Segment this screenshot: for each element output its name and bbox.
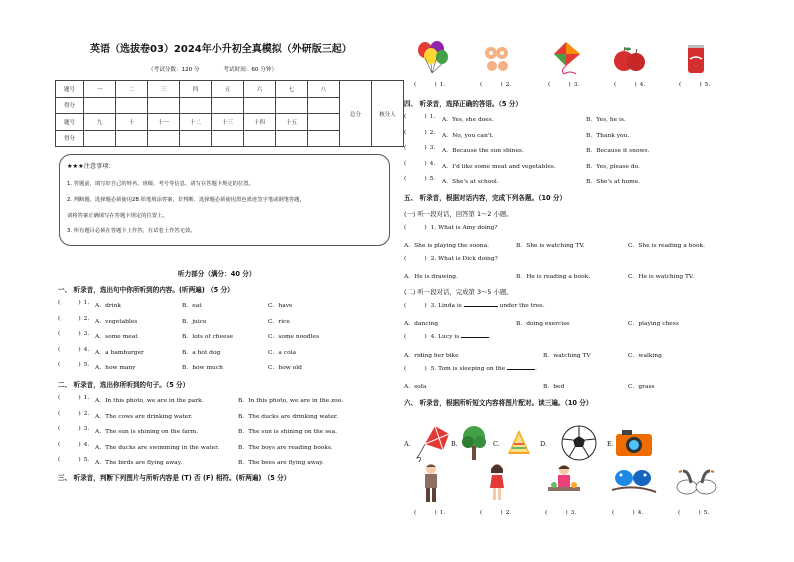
item-number: 1. <box>83 300 90 306</box>
option-b: B．eat <box>182 303 202 309</box>
option-b: B．The sun is shining on the sea. <box>238 429 338 435</box>
option-b: B．Yes, please do. <box>586 163 640 170</box>
listening-header: 听力部分（满分：40 分） <box>178 270 256 278</box>
exam-time: 考试时间：60 分钟） <box>223 67 278 73</box>
score-cell[interactable] <box>84 130 116 147</box>
sec5-q1: 1. What is Amy doing? <box>430 225 498 231</box>
option-a: A．a hamburger <box>95 349 144 356</box>
answer-paren[interactable]: ( ) 5. <box>679 82 711 88</box>
sandwich-icon <box>502 424 536 462</box>
answer-blank[interactable] <box>464 306 498 307</box>
sec6-letter-d: D. <box>540 440 547 448</box>
sec6-letter-b: B. <box>451 440 458 448</box>
sec5-q2: 2. What is Dick doing? <box>430 256 498 262</box>
table-cell: 得分 <box>56 130 84 147</box>
item-number: 5. <box>704 82 711 88</box>
option-b: B．Because it snows. <box>586 148 650 154</box>
option-c: C．have <box>268 303 293 309</box>
table-cell: 十 <box>116 114 148 131</box>
option-a: A．Yes, she does. <box>442 117 494 123</box>
option-a: A．The ducks are swimming in the water. <box>95 444 220 451</box>
notes-line: 3. 所有题目必须在答题卡上作答，在试卷上作答无效。 <box>67 228 196 234</box>
birds-icon <box>610 464 658 500</box>
sec5-q2-b: B．He is reading a book. <box>516 274 591 280</box>
answer-paren[interactable]: ( ) 5. <box>58 457 90 463</box>
option-b: B．She's at home. <box>586 179 641 185</box>
score-cell[interactable] <box>180 130 212 147</box>
answer-paren[interactable]: ( ) 4. <box>612 510 644 516</box>
item-number: 5. <box>83 457 90 463</box>
option-a: A．drink <box>95 303 121 309</box>
table-cell: 得分 <box>56 97 84 114</box>
tree-icon <box>460 424 488 462</box>
table-cell: 七 <box>276 81 308 98</box>
option-b: B．In this photo, we are in the zoo. <box>238 398 344 404</box>
table-cell: 三 <box>148 81 180 98</box>
option-a: A．In this photo, we are in the park. <box>95 398 204 404</box>
answer-paren[interactable]: ( ) 4. <box>404 160 436 167</box>
table-cell-total: 总分 <box>340 81 372 147</box>
table-cell: 一 <box>84 81 116 98</box>
balloons-icon <box>414 40 452 76</box>
score-cell[interactable] <box>116 130 148 147</box>
table-cell: 十二 <box>180 114 212 131</box>
answer-paren[interactable]: ( ) 1. <box>414 82 446 88</box>
notes-box <box>59 154 390 246</box>
table-cell: 二 <box>116 81 148 98</box>
option-c: C．rice <box>268 318 290 325</box>
item-number: 5. <box>429 176 436 182</box>
sec5-q1-c: C．She is reading a book. <box>628 243 705 249</box>
table-cell: 题号 <box>56 81 84 98</box>
answer-paren[interactable]: ( ) 3. <box>404 145 436 151</box>
answer-paren[interactable]: ( ) 1. <box>414 510 446 516</box>
sec5-q5-row: ( ) 5. Tom is sleeping on the . <box>404 366 537 372</box>
option-a: A．No, you can't. <box>442 132 494 139</box>
answer-paren[interactable]: ( ) 4. <box>614 82 646 88</box>
sec5-q3-c: C．playing chess <box>628 321 679 327</box>
table-cell: 十一 <box>148 114 180 131</box>
score-cell <box>308 130 340 147</box>
exam-score: （考试分数：120 分 <box>148 67 200 73</box>
score-cell[interactable] <box>276 130 308 147</box>
answer-paren[interactable]: ( ) 2. <box>58 315 90 322</box>
table-cell: 十四 <box>244 114 276 131</box>
sec5-q1-row: ( ) 1. What is Amy doing? <box>404 225 498 231</box>
option-a: A．how many <box>95 365 136 371</box>
score-table <box>55 80 404 147</box>
table-cell: 四 <box>180 81 212 98</box>
answer-paren[interactable]: ( ) 5. <box>58 362 90 368</box>
item-number: 1. <box>439 82 446 88</box>
table-cell: 十五 <box>276 114 308 131</box>
sec2-title: 二、 听录音，选出你所听到的句子。（5 分） <box>58 381 190 389</box>
answer-paren[interactable]: ( ) 2. <box>480 510 512 516</box>
answer-paren[interactable]: ( ) 3. <box>58 331 90 337</box>
answer-paren[interactable]: ( ) 2. <box>480 82 512 88</box>
answer-blank[interactable] <box>461 337 489 338</box>
notes-line: 请将答案正确填写在答题卡规定的位置上。 <box>67 213 168 219</box>
option-a: A．The birds are flying away. <box>95 460 183 466</box>
option-a: A．some meat <box>95 334 138 340</box>
sec5-q5-c: C．grass <box>628 384 655 390</box>
cola-icon <box>683 42 709 76</box>
item-number: 2. <box>505 510 512 516</box>
sec6-letter-a: A. <box>404 440 411 448</box>
score-cell[interactable] <box>148 130 180 147</box>
option-b: B．The boys are reading books. <box>238 444 333 451</box>
sec5-q2-a: A．He is drawing. <box>404 274 458 280</box>
option-a: A．The sun is shining on the farm. <box>95 429 199 435</box>
item-number: 4. <box>83 441 90 448</box>
item-number: 5. <box>703 510 710 516</box>
kite-icon <box>550 40 584 76</box>
answer-paren[interactable]: ( ) 3. <box>545 510 577 516</box>
answer-paren[interactable]: ( ) 5. <box>404 176 436 182</box>
table-cell: 十三 <box>212 114 244 131</box>
exam-info <box>148 65 299 73</box>
answer-paren[interactable]: ( ) 4. <box>58 441 90 448</box>
notes-heading: ★★★注意事项： <box>67 163 115 170</box>
item-number: 1. <box>439 510 446 516</box>
sec5-part2: (二) 听一段对话，完成第 3～5 小题。 <box>404 288 513 296</box>
sec5-q1-a: A．She is playing the suona. <box>404 243 489 249</box>
sec5-q3-row: ( ) 3. Linda is under the tree. <box>404 303 545 309</box>
option-c: C．how old <box>268 365 302 371</box>
sec5-q4-b: B．watching TV <box>543 353 591 359</box>
item-number: 2. <box>429 129 436 136</box>
sec4-title: 四、 听录音，选择正确的答语。（5 分） <box>404 100 522 108</box>
answer-paren[interactable]: ( ) 4. <box>58 346 90 353</box>
option-a: A．She's at school. <box>442 179 499 185</box>
sec5-q3-a: A．dancing <box>404 321 438 327</box>
boy-icon <box>419 462 443 506</box>
item-number: 3. <box>570 510 577 516</box>
table-cell: 九 <box>84 114 116 131</box>
item-number: 2. <box>83 315 90 322</box>
answer-paren[interactable]: ( ) 1. <box>58 395 90 401</box>
option-b: B．The bees are flying away. <box>238 460 324 466</box>
notes-line: 2. 判断题、选择题必须使用2B 铅笔填涂答案，非判断、选择题必须使用黑色墨迹签字笔或钢笔答题， <box>67 197 305 203</box>
answer-paren[interactable]: ( ) 2. <box>404 129 436 136</box>
notes-line: 1. 答题前，填写好自己的姓名、班级、考号等信息，请写在答题卡规定的位置。 <box>67 181 254 187</box>
option-c: C．some noodles <box>268 334 319 340</box>
table-cell: 八 <box>308 81 340 98</box>
camera-icon <box>614 428 654 458</box>
option-a: A．vegetables <box>95 318 138 325</box>
table-cell: 题号 <box>56 114 84 131</box>
table-cell-reviewer: 核分人 <box>372 81 404 147</box>
score-cell[interactable] <box>308 97 340 114</box>
sec5-q2-c: C．He is watching TV. <box>628 274 695 280</box>
option-b: B．juice <box>182 318 207 325</box>
score-cell[interactable] <box>244 97 276 114</box>
score-cell[interactable] <box>180 97 212 114</box>
sec5-title: 五、 听录音，根据对话内容，完成下列各题。（10 分） <box>404 194 567 202</box>
item-number: 4. <box>429 160 436 167</box>
item-number: 5. <box>83 362 90 368</box>
option-b: B．lots of cheese <box>182 334 234 340</box>
sec5-q1-b: B．She is watching TV. <box>516 243 585 249</box>
item-number: 3. <box>429 145 436 151</box>
item-number: 4. <box>639 82 646 88</box>
answer-paren[interactable]: ( ) 2. <box>58 410 90 417</box>
sec6-title: 六、 听录音，根据所听短文内容将图片配对。读三遍。（10 分） <box>404 399 593 407</box>
score-cell[interactable] <box>244 130 276 147</box>
page-title: 英语（选拔卷03）2024年小升初全真模拟（外研版三起） <box>90 44 352 55</box>
sec1-title: 一、 听录音，选出句中你所听到的内容。(听两遍) （5 分） <box>58 286 234 294</box>
sec5-q4-a: A．riding her bike <box>404 353 459 359</box>
geese-icon <box>673 465 719 501</box>
sec5-q2-row: ( ) 2. What is Dick doing? <box>404 256 498 262</box>
option-b: B．The ducks are drinking water. <box>238 413 338 420</box>
item-number: 4. <box>637 510 644 516</box>
option-b: B．Yes, he is. <box>586 117 626 123</box>
table-cell <box>308 114 340 131</box>
item-number: 3. <box>83 426 90 432</box>
score-cell[interactable] <box>212 97 244 114</box>
answer-paren[interactable]: ( ) 3. <box>58 426 90 432</box>
item-number: 1. <box>429 114 436 120</box>
option-a: A．The cows are drinking water. <box>95 413 193 420</box>
option-b: B．how much <box>182 365 223 371</box>
sec5-q4-row: ( ) 4. Lucy is . <box>404 334 491 340</box>
hairpin-icon <box>482 42 512 76</box>
answer-paren[interactable]: ( ) 5. <box>678 510 710 516</box>
apples-icon <box>612 44 648 74</box>
answer-paren[interactable]: ( ) 1. <box>58 300 90 306</box>
score-cell[interactable] <box>116 97 148 114</box>
sec5-q5-b: B．bed <box>543 384 565 390</box>
sec3-title: 三、 听录音，判断下列图片与所听内容是 (T) 否 (F) 相符。(听两遍) （5 分） <box>58 474 291 482</box>
answer-blank[interactable] <box>507 369 535 370</box>
sec6-letter-c: C. <box>493 440 500 448</box>
option-c: C．a cola <box>268 349 297 356</box>
score-cell[interactable] <box>276 97 308 114</box>
table-cell: 六 <box>244 81 276 98</box>
girl-icon <box>486 462 508 502</box>
table-cell: 五 <box>212 81 244 98</box>
item-number: 2. <box>505 82 512 88</box>
option-b: B．a hot dog <box>182 349 221 356</box>
score-cell[interactable] <box>84 97 116 114</box>
kite-icon <box>413 424 451 464</box>
score-cell[interactable] <box>148 97 180 114</box>
item-number: 3. <box>83 331 90 337</box>
sec5-q5-a: A．sofa <box>404 384 427 390</box>
sec6-letter-e: E. <box>607 440 614 448</box>
football-icon <box>560 424 598 462</box>
item-number: 4. <box>83 346 90 353</box>
score-cell[interactable] <box>212 130 244 147</box>
item-number: 1. <box>83 395 90 401</box>
option-b: B．Thank you. <box>586 132 630 139</box>
cooking-girl-icon <box>546 463 582 501</box>
answer-paren[interactable]: ( ) 3. <box>548 82 580 88</box>
item-number: 2. <box>83 410 90 417</box>
answer-paren[interactable]: ( ) 1. <box>404 114 436 120</box>
sec5-q4-c: C．walking <box>628 353 662 359</box>
option-a: A．Because the sun shines. <box>442 148 524 154</box>
option-a: A．I'd like some meat and vegetables. <box>442 163 556 170</box>
sec5-q3-b: B．doing exercise <box>516 321 570 327</box>
sec5-part1: (一) 听一段对话，回答第 1～2 小题。 <box>404 210 513 218</box>
item-number: 3. <box>573 82 580 88</box>
